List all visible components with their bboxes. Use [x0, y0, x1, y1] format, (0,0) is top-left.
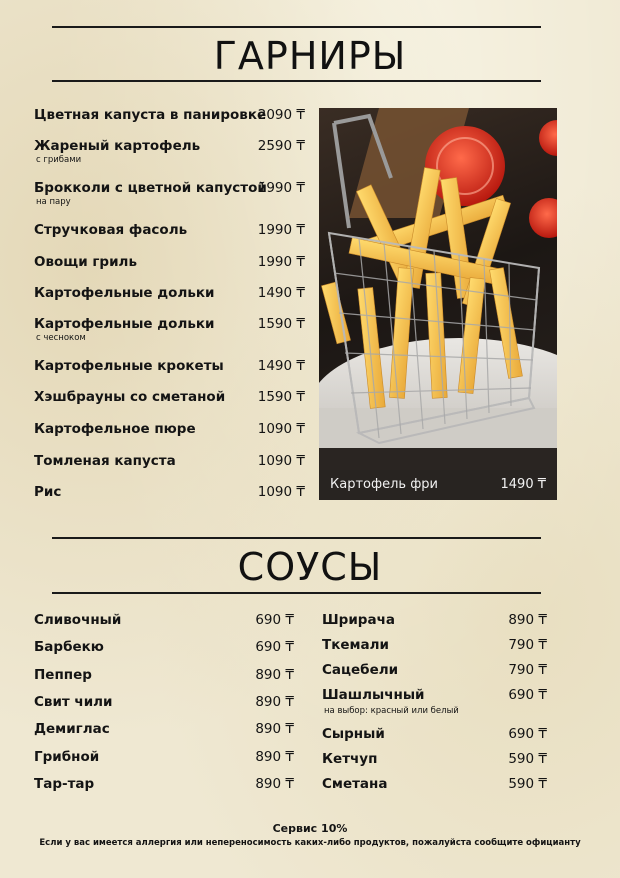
- sauce-note: на выбор: красный или белый: [324, 706, 459, 716]
- sauce-item: [322, 662, 398, 678]
- menu-item: [34, 421, 196, 437]
- sauce-price: 690 ₸: [508, 726, 547, 742]
- item-name: Брокколи с цветной капустой: [34, 180, 267, 196]
- sauce-item: [34, 612, 121, 628]
- sauce-price: 790 ₸: [508, 637, 547, 653]
- sauce-item: [322, 687, 459, 716]
- sauce-name: Сливочный: [34, 612, 122, 628]
- menu-item: [34, 180, 267, 207]
- sauce-name: Демиглас: [34, 721, 110, 737]
- sauce-item: [322, 637, 389, 653]
- feature-name: Картофель фри: [330, 477, 439, 492]
- sauce-name: Сметана: [322, 776, 388, 792]
- item-price: 1490 ₸: [257, 285, 305, 301]
- item-price: 1590 ₸: [257, 316, 305, 332]
- item-name: Картофельные крокеты: [34, 358, 224, 374]
- sauce-item: [34, 667, 92, 683]
- divider-sauces-bottom: [52, 592, 541, 594]
- item-price: 1090 ₸: [257, 421, 305, 437]
- item-price: 2090 ₸: [257, 107, 305, 123]
- sauce-price: 690 ₸: [508, 687, 547, 703]
- sauce-item: [34, 776, 94, 792]
- item-note: с грибами: [36, 155, 82, 165]
- menu-item: [34, 389, 225, 405]
- sauce-item: [322, 751, 377, 767]
- item-price: 1990 ₸: [257, 180, 305, 196]
- item-name: Картофельные дольки: [34, 316, 215, 332]
- menu-item: [34, 453, 176, 469]
- item-name: Картофельное пюре: [34, 421, 196, 437]
- item-price: 2590 ₸: [257, 138, 305, 154]
- item-name: Стручковая фасоль: [34, 222, 188, 238]
- item-note: с чесноком: [36, 333, 86, 343]
- sauce-price: 890 ₸: [255, 749, 294, 765]
- sauce-price: 690 ₸: [255, 612, 294, 628]
- item-name: Овощи гриль: [34, 254, 137, 270]
- sauce-name: Кетчуп: [322, 751, 378, 767]
- item-price: 1990 ₸: [257, 254, 305, 270]
- menu-item: [34, 138, 200, 165]
- service-charge: Сервис 10%: [272, 822, 348, 835]
- item-price: 1490 ₸: [257, 358, 305, 374]
- item-price: 1590 ₸: [257, 389, 305, 405]
- sauce-item: [34, 749, 99, 765]
- sauce-item: [322, 726, 385, 742]
- sauce-item: [34, 721, 110, 737]
- item-name: Хэшбрауны со сметаной: [34, 389, 226, 405]
- sauce-price: 690 ₸: [255, 639, 294, 655]
- item-name: Томленая капуста: [34, 453, 176, 469]
- menu-item: [34, 484, 61, 500]
- menu-item: [34, 358, 224, 374]
- divider-garnishes-bottom: [52, 80, 541, 82]
- sauce-name: Пеппер: [34, 667, 92, 683]
- item-name: Картофельные дольки: [34, 285, 215, 301]
- sauce-price: 590 ₸: [508, 751, 547, 767]
- sauce-price: 890 ₸: [255, 667, 294, 683]
- fries-photo: [319, 108, 557, 500]
- item-name: Рис: [34, 484, 62, 500]
- photo-caption: [319, 470, 557, 500]
- sauce-price: 890 ₸: [508, 612, 547, 628]
- menu-item: [34, 316, 215, 343]
- divider-top: [52, 26, 541, 28]
- sauce-name: Сацебели: [322, 662, 399, 678]
- sauce-name: Тар-тар: [34, 776, 95, 792]
- item-note: на пару: [36, 197, 71, 207]
- feature-price: 1490 ₸: [500, 477, 546, 492]
- menu-item: [34, 222, 187, 238]
- item-price: 1090 ₸: [257, 453, 305, 469]
- menu-item: [34, 107, 266, 123]
- sauce-name: Шашлычный: [322, 687, 425, 703]
- sauce-name: Шрирача: [322, 612, 395, 628]
- sauce-price: 890 ₸: [255, 694, 294, 710]
- menu-item: [34, 285, 215, 301]
- sauce-price: 890 ₸: [255, 776, 294, 792]
- sauce-item: [322, 612, 395, 628]
- item-price: 1990 ₸: [257, 222, 305, 238]
- allergy-notice: Если у вас имеется аллергия или непереносимость каких-либо продуктов, пожалуйста сообщите официанту: [39, 838, 581, 848]
- sauce-price: 590 ₸: [508, 776, 547, 792]
- sauce-name: Барбекю: [34, 639, 104, 655]
- sauce-name: Сырный: [322, 726, 385, 742]
- sauce-name: Грибной: [34, 749, 100, 765]
- sauce-name: Ткемали: [322, 637, 390, 653]
- menu-item: [34, 254, 137, 270]
- sauce-item: [34, 694, 113, 710]
- item-name: Цветная капуста в панировке: [34, 107, 267, 123]
- divider-sauces-top: [52, 537, 541, 539]
- sauces-title: СОУСЫ: [237, 545, 383, 589]
- sauce-item: [322, 776, 387, 792]
- sauce-name: Свит чили: [34, 694, 113, 710]
- fries-basket-illustration: [319, 108, 557, 500]
- sauce-price: 890 ₸: [255, 721, 294, 737]
- garnishes-title: ГАРНИРЫ: [213, 34, 407, 78]
- sauce-price: 790 ₸: [508, 662, 547, 678]
- sauce-item: [34, 639, 104, 655]
- item-name: Жареный картофель: [34, 138, 201, 154]
- item-price: 1090 ₸: [257, 484, 305, 500]
